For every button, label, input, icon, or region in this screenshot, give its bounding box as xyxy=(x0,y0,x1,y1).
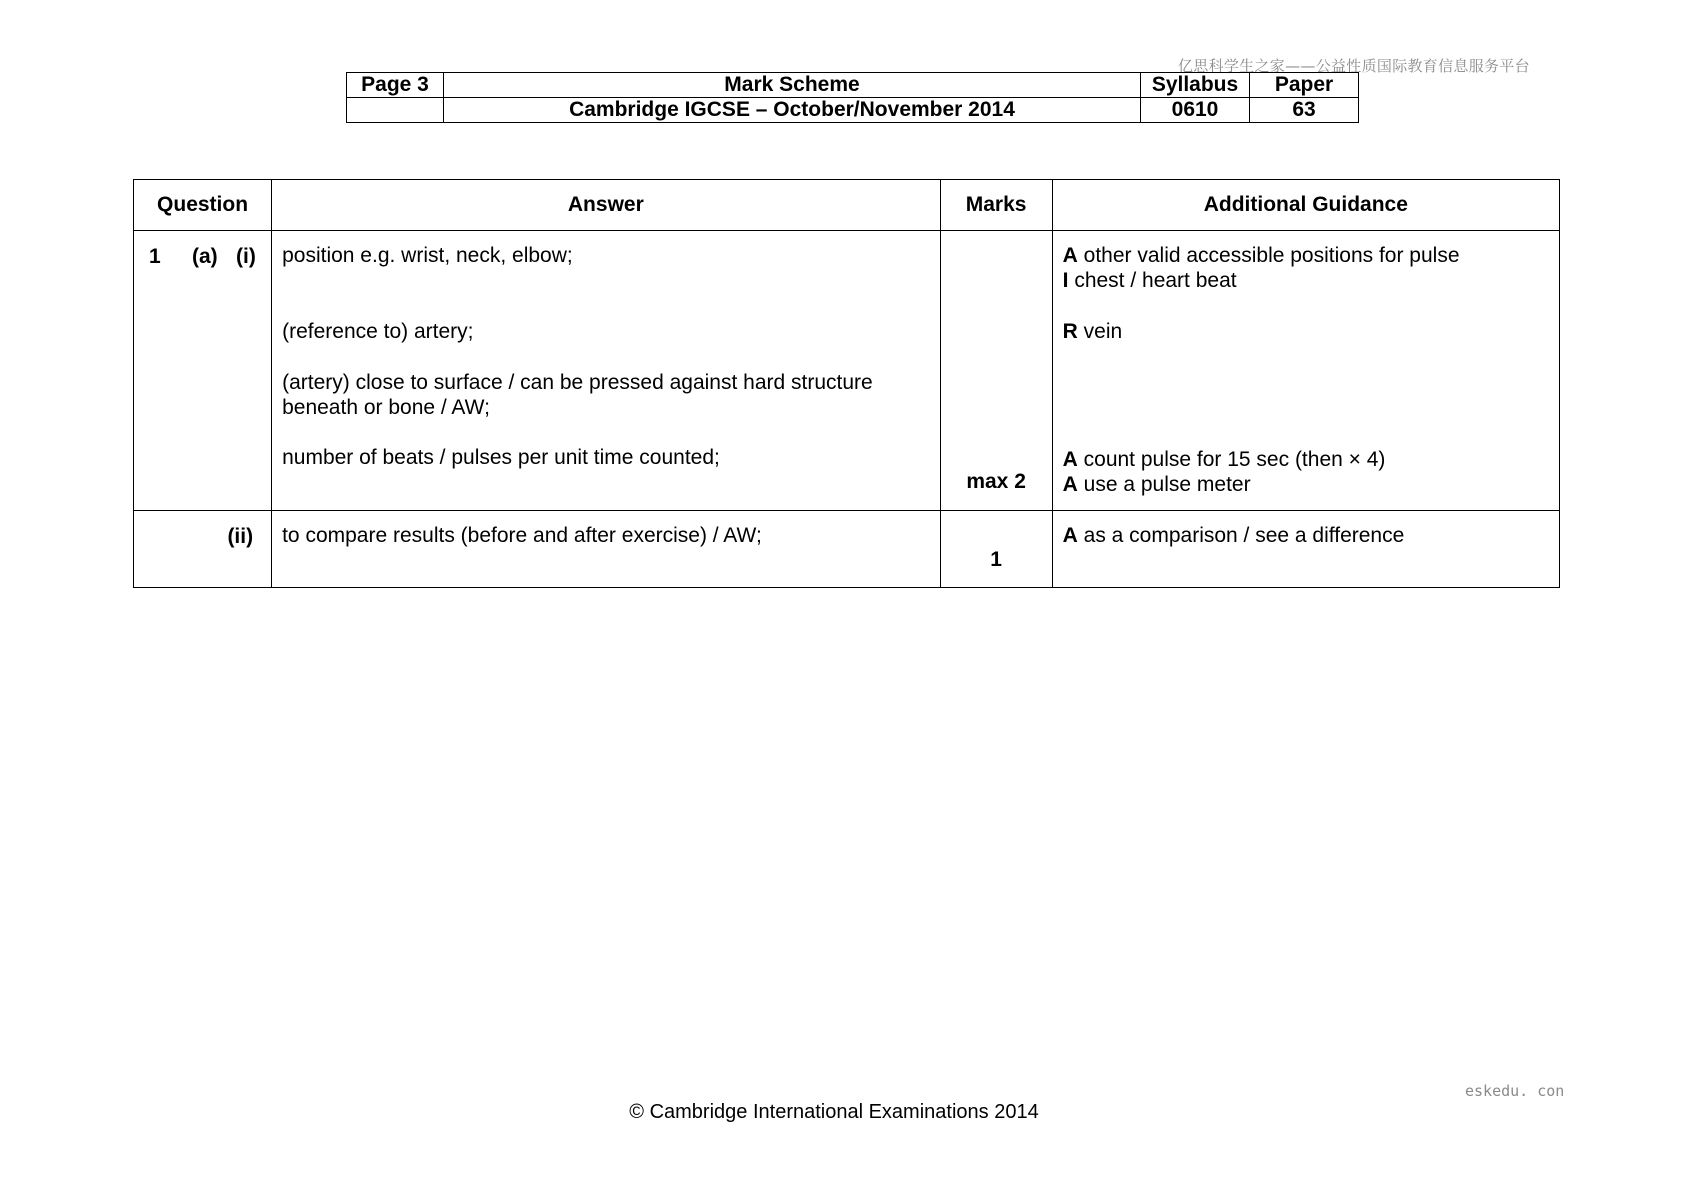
guidance-line: R vein xyxy=(1062,320,1123,343)
answer-line: beneath or bone / AW; xyxy=(282,396,490,419)
guidance-line: A as a comparison / see a difference xyxy=(1062,524,1405,547)
column-header-answer: Answer xyxy=(272,180,940,231)
question-cell xyxy=(134,231,272,511)
guidance-cell xyxy=(1052,231,1559,511)
syllabus-value: 0610 xyxy=(1141,98,1250,123)
document-subtitle: Cambridge IGCSE – October/November 2014 xyxy=(444,98,1141,123)
column-header-marks: Marks xyxy=(940,180,1052,231)
copyright-footer: © Cambridge International Examinations 2014 xyxy=(629,1101,1039,1123)
question-subpart: (i) xyxy=(236,245,256,268)
paper-value: 63 xyxy=(1250,98,1359,123)
document-title: Mark Scheme xyxy=(444,73,1141,98)
question-number: 1 xyxy=(149,245,161,268)
table-header-row xyxy=(134,180,1560,231)
guidance-line: A use a pulse meter xyxy=(1062,473,1251,496)
marks-value: 1 xyxy=(990,548,1002,571)
guidance-line: I chest / heart beat xyxy=(1062,269,1237,292)
answer-line: to compare results (before and after exercise) / AW; xyxy=(282,524,762,547)
marks-cell xyxy=(940,231,1052,511)
answer-line: (artery) close to surface / can be pressed against hard structure xyxy=(282,371,873,394)
question-subpart: (ii) xyxy=(227,525,254,548)
watermark-top: 亿思科学生之家——公益性质国际教育信息服务平台 xyxy=(1178,57,1530,75)
answer-line: number of beats / pulses per unit time counted; xyxy=(282,446,720,469)
question-part: (a) xyxy=(192,245,218,268)
answer-cell xyxy=(272,231,940,511)
page-label: Page 3 xyxy=(347,73,444,98)
guidance-cell xyxy=(1052,511,1559,588)
header-box xyxy=(346,72,1359,123)
marks-cell xyxy=(940,511,1052,588)
table-row xyxy=(134,231,1560,511)
watermark-bottom: eskedu. con xyxy=(1465,1082,1565,1100)
answer-cell xyxy=(272,511,940,588)
question-cell xyxy=(134,511,272,588)
table-row xyxy=(134,511,1560,588)
mark-scheme-table xyxy=(133,179,1560,588)
marks-value: max 2 xyxy=(966,470,1026,493)
column-header-question: Question xyxy=(134,180,272,231)
guidance-line: A other valid accessible positions for pulse xyxy=(1062,244,1460,267)
answer-line: (reference to) artery; xyxy=(282,320,474,343)
syllabus-label: Syllabus xyxy=(1141,73,1250,98)
column-header-guidance: Additional Guidance xyxy=(1052,180,1559,231)
answer-line: position e.g. wrist, neck, elbow; xyxy=(282,244,573,267)
empty-cell xyxy=(347,98,444,123)
paper-label: Paper xyxy=(1250,73,1359,98)
guidance-line: A count pulse for 15 sec (then × 4) xyxy=(1062,448,1386,471)
